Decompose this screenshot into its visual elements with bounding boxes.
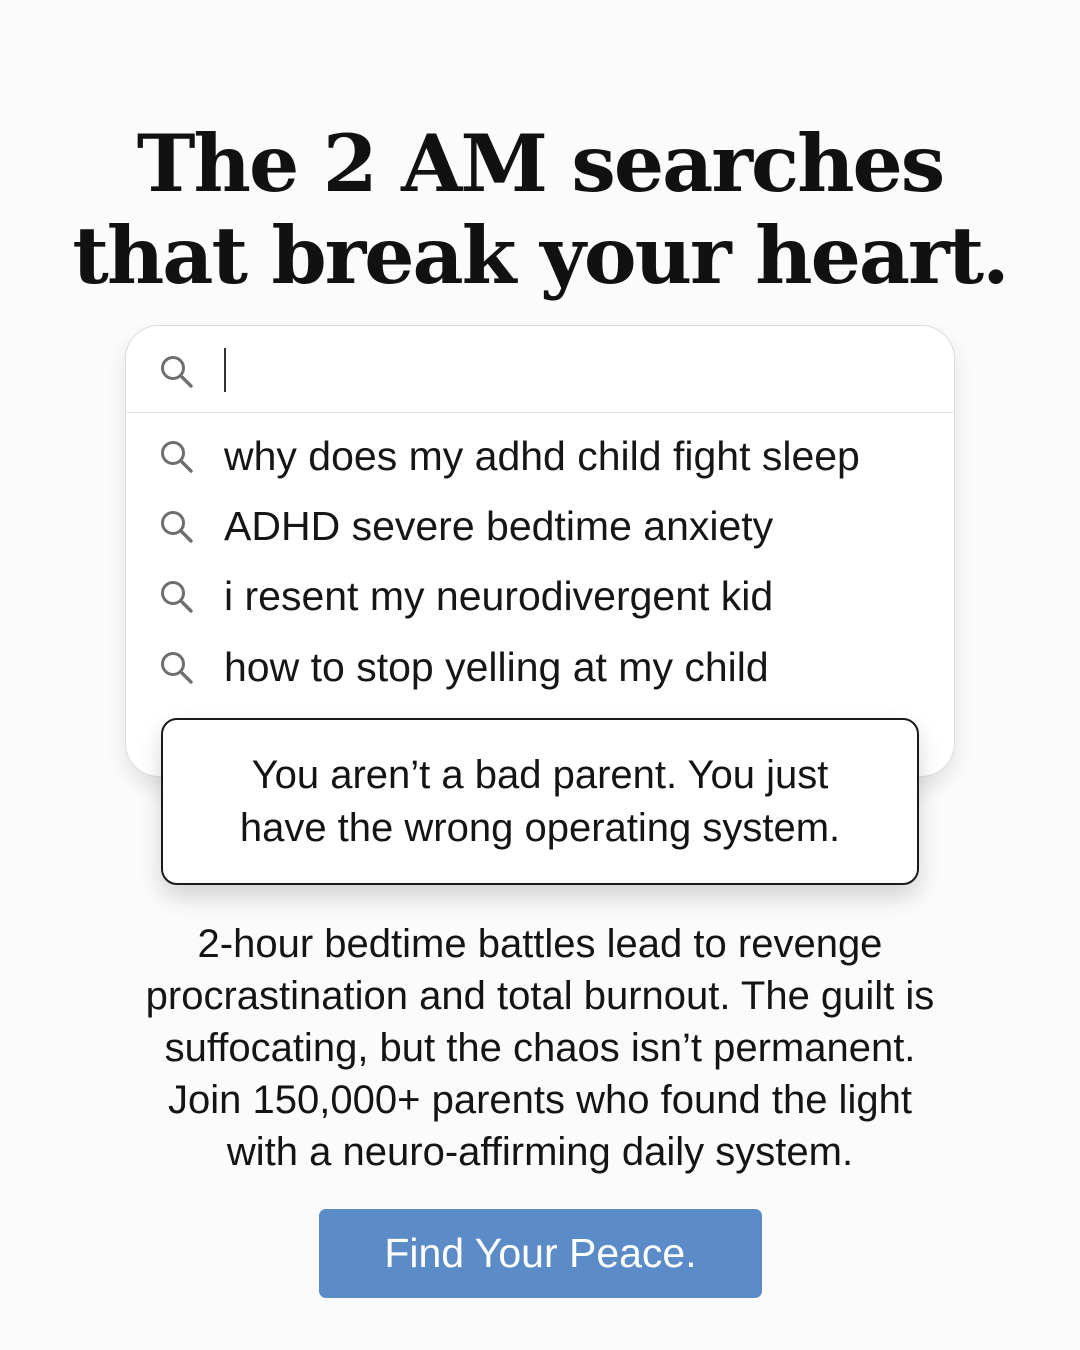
search-suggestion-text: how to stop yelling at my child — [224, 644, 769, 690]
search-input[interactable] — [126, 326, 954, 413]
search-suggestion[interactable] — [126, 426, 956, 486]
search-suggestion-text: why does my adhd child fight sleep — [224, 433, 860, 479]
search-icon — [158, 438, 196, 476]
headline — [0, 118, 1080, 302]
headline-line-2: that break your heart. — [72, 209, 1008, 302]
search-box — [125, 325, 955, 777]
body-line-3: suffocating, but the chaos isn’t permanent. — [164, 1026, 916, 1070]
body-line-1: 2-hour bedtime battles lead to revenge — [197, 922, 883, 966]
callout-text — [240, 749, 840, 855]
search-suggestion[interactable] — [126, 566, 956, 626]
search-icon — [158, 578, 196, 616]
body-copy — [0, 918, 1080, 1178]
callout-line-2: have the wrong operating system. — [239, 805, 841, 850]
search-icon — [158, 508, 196, 546]
text-cursor — [224, 348, 226, 392]
callout-line-1: You aren’t a bad parent. You just — [251, 752, 829, 797]
search-suggestion-text: ADHD severe bedtime anxiety — [224, 503, 774, 549]
find-your-peace-button[interactable]: Find Your Peace. — [319, 1209, 762, 1298]
search-icon — [158, 353, 196, 391]
body-line-2: procrastination and total burnout. The guilt is — [145, 974, 935, 1018]
search-suggestion[interactable] — [126, 496, 956, 556]
search-icon — [158, 649, 196, 687]
search-suggestion-text: i resent my neurodivergent kid — [224, 573, 774, 619]
search-suggestion[interactable] — [126, 637, 956, 697]
callout-box — [161, 718, 919, 885]
body-line-5: with a neuro-affirming daily system. — [226, 1130, 854, 1174]
body-line-4: Join 150,000+ parents who found the light — [168, 1078, 912, 1122]
headline-line-1: The 2 AM searches — [136, 117, 944, 210]
